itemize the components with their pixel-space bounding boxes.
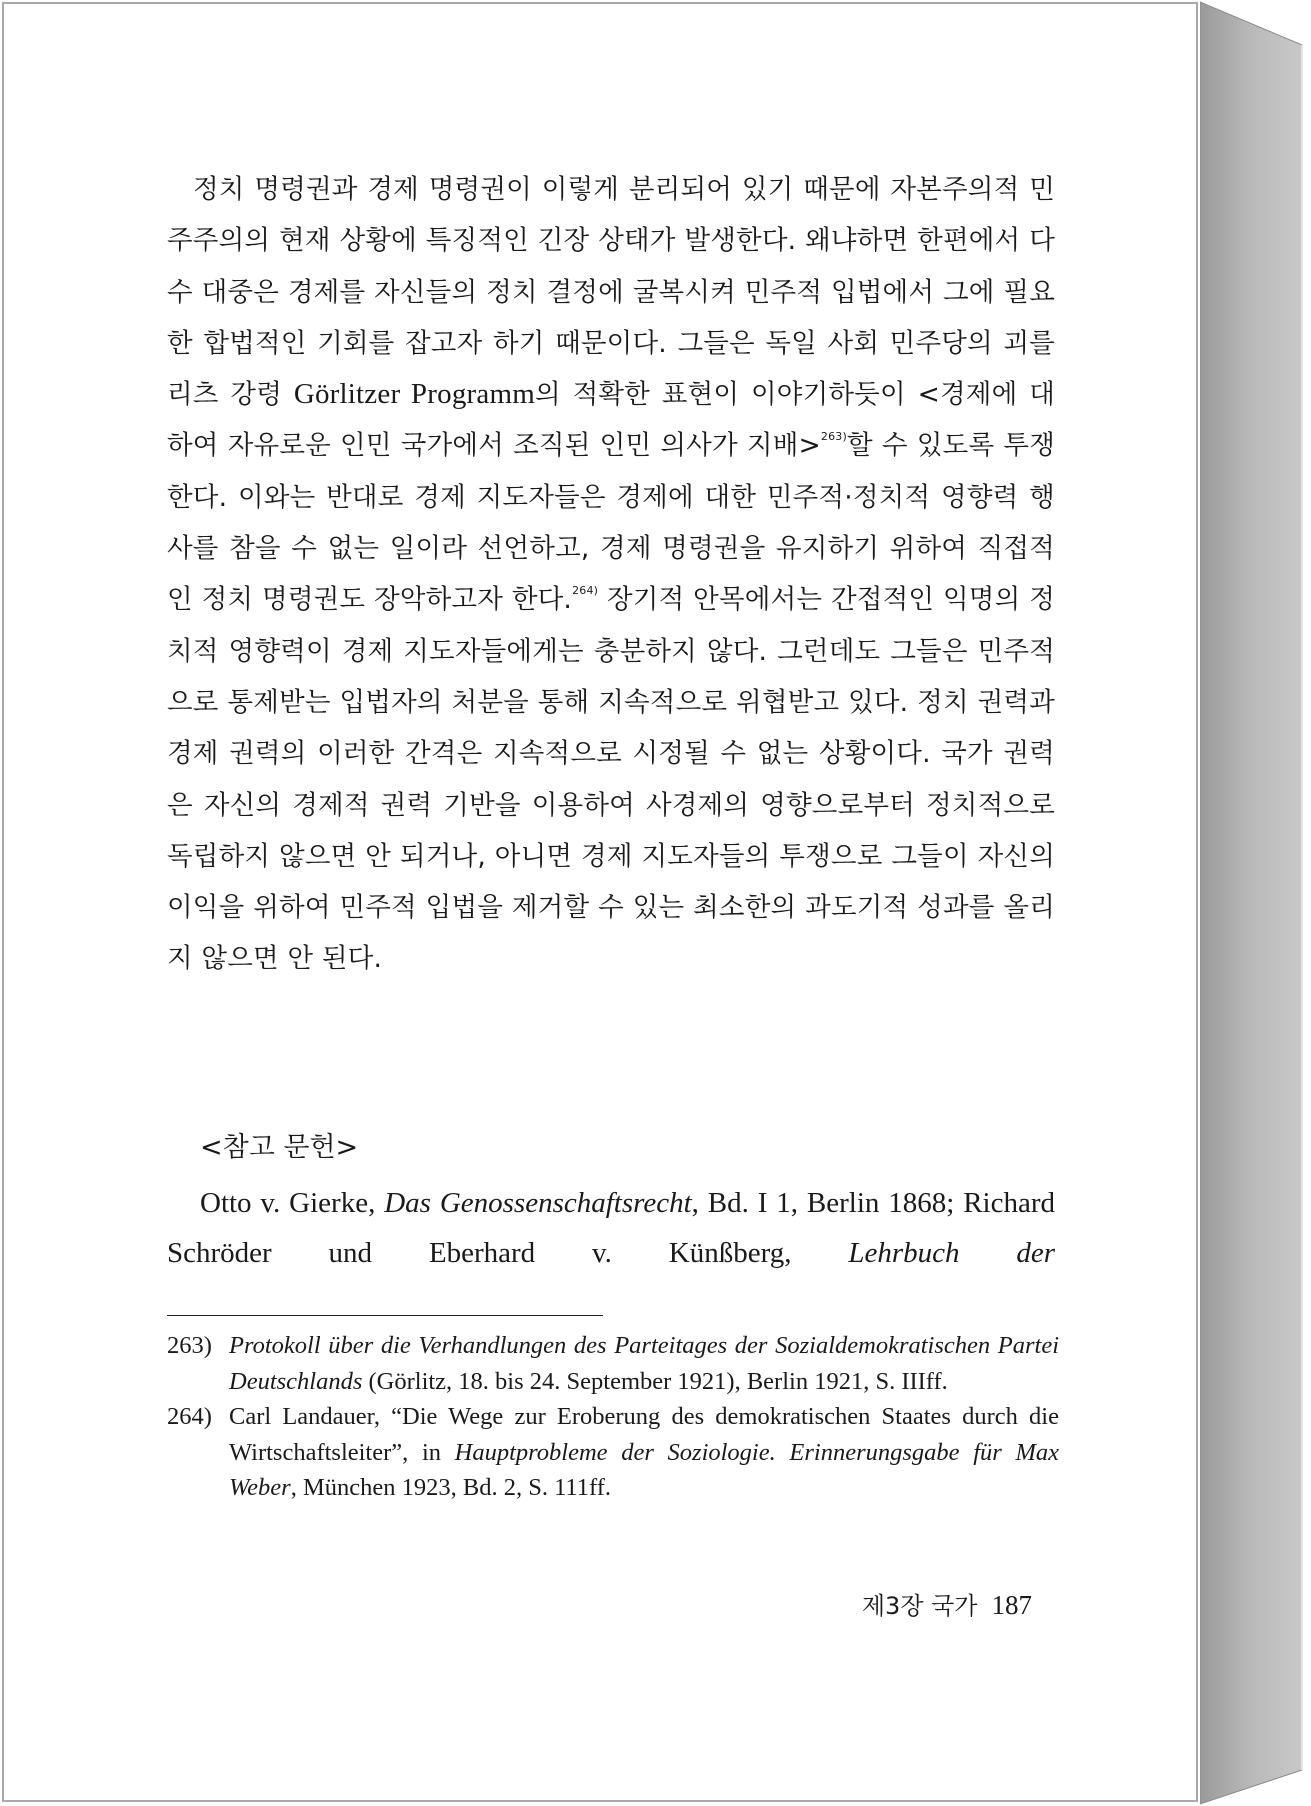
reference-author-1: Otto v. Gierke, xyxy=(200,1187,385,1219)
footnote-title: Protokoll über die Verhandlungen des Parteitages der Sozialdemokratischen Partei Deutschlands xyxy=(229,1332,1059,1395)
chapter-label: 제3장 국가 xyxy=(861,1592,978,1620)
footnotes-section xyxy=(167,1328,1059,1506)
reference-title-1: Das Genossenschaftsrecht xyxy=(384,1187,692,1219)
footnote-reference-264[interactable]: 264) xyxy=(572,584,599,598)
footnote-body xyxy=(229,1399,1059,1506)
reference-rest-1: , Bd. I 1, Berlin 1868; Richard Schröder und Eberhard v. Künßberg, xyxy=(167,1187,1056,1269)
footnote-body xyxy=(229,1328,1059,1399)
document-page xyxy=(2,2,1198,1802)
footnote-divider xyxy=(167,1315,603,1316)
references-heading: <참고 문헌> xyxy=(200,1132,359,1163)
footnote-rest: (Görlitz, 18. bis 24. September 1921), Berlin 1921, S. IIIff. xyxy=(362,1367,948,1395)
page-number: 187 xyxy=(991,1590,1032,1620)
footnote-number: 264) xyxy=(167,1403,212,1430)
body-latin-term: Görlitzer Programm xyxy=(293,378,535,411)
body-text-part1: 정치 명령권과 경제 명령권이 이렇게 분리되어 있기 때문에 자본주의적 민주주의의 현재 상황에 특징적인 긴장 상태가 발생한다. 왜냐하면 한편에서 다수 대중은 경제를 자신들의 정치 결정에 굴복시켜 민주적 입법에서 그에 필요한 합법적인 기회를 잡고자 하기 때문이다. 그들은 독일 사회 민주당의 괴를리츠 강령 xyxy=(167,174,1055,411)
footnote-rest: , München 1923, Bd. 2, S. 111ff. xyxy=(290,1474,612,1501)
book-page-edge-3d xyxy=(1200,0,1311,1806)
footnote-264 xyxy=(167,1399,1059,1506)
body-paragraph xyxy=(167,164,1055,985)
footnote-number: 263) xyxy=(167,1332,212,1359)
footnote-263 xyxy=(167,1328,1059,1399)
page-footer xyxy=(862,1589,1032,1622)
body-text-part2: 의 적확한 표현이 이야기하듯이 <경제에 대하여 자유로운 인민 국가에서 조직된 인민 의사가 지배> xyxy=(167,379,1056,462)
body-text-part4: 장기적 안목에서는 간접적인 익명의 정치적 영향력이 경제 지도자들에게는 충분하지 않다. 그런데도 그들은 민주적으로 통제받는 입법자의 처분을 통해 지속적으로 위협받고 있다. 정치 권력과 경제 권력의 이러한 간격은 지속적으로 시정될 수 없는 상황이다. 국가 권력은 자신의 경제적 권력 기반을 이용하여 사경제의 영향으로부터 정치적으로 독립하지 않으면 안 되거나, 아니면 경제 지도자들의 투쟁으로 그들이 자신의 이익을 위하여 민주적 입법을 제거할 수 있는 최소한의 과도기적 성과를 올리지 않으면 안 된다. xyxy=(167,584,1055,975)
reference-title-2: Lehrbuch der xyxy=(848,1237,1055,1269)
footnote-lead: Carl Landauer, “Die Wege zur Eroberung des demokratischen Staates durch die Wirtschaftsleiter”, in xyxy=(229,1403,1059,1466)
footnote-reference-263[interactable]: 263) xyxy=(820,430,847,444)
body-text-part3: 할 수 있도록 투쟁한다. 이와는 반대로 경제 지도자들은 경제에 대한 민주적·정치적 영향력 행사를 참을 수 없는 일이라 선언하고, 경제 명령권을 유지하기 위하여 직접적인 정치 명령권도 장악하고자 한다. xyxy=(167,430,1055,616)
footnote-title: Hauptprobleme der Soziologie. Erinnerungsgabe für Max Weber xyxy=(229,1438,1059,1501)
references-paragraph xyxy=(167,1178,1055,1278)
